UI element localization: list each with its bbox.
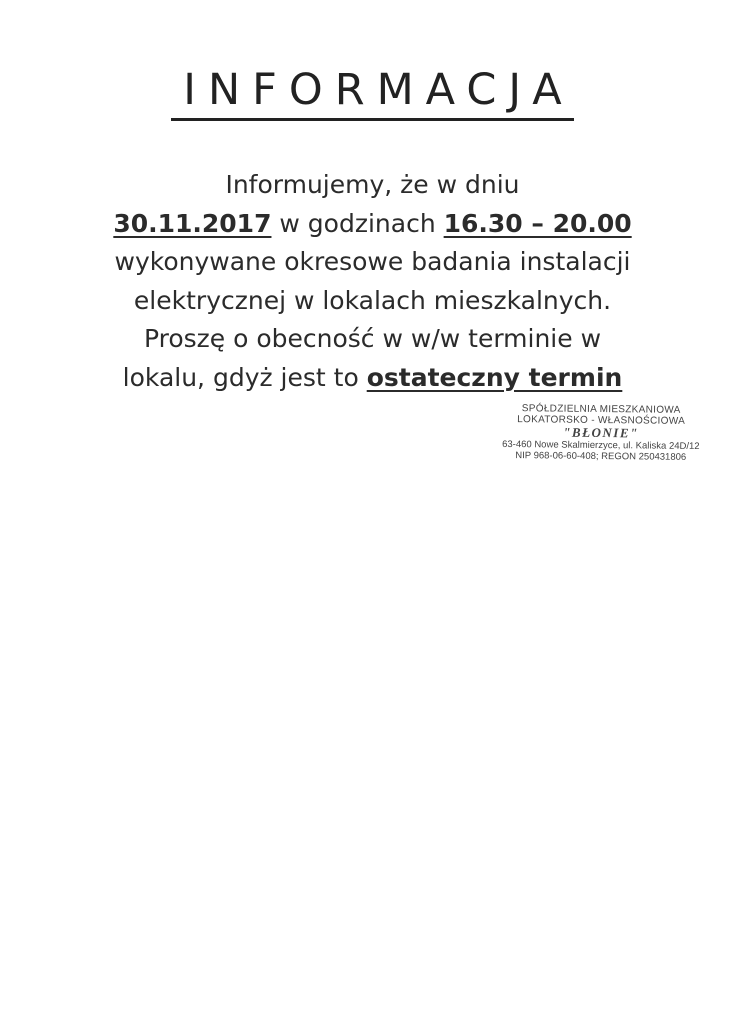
body-line-3: wykonywane okresowe badania instalacji bbox=[114, 247, 631, 276]
body-line-6-start: lokalu, gdyż jest to bbox=[122, 362, 367, 392]
cooperative-stamp bbox=[496, 403, 707, 463]
body-line-1: Informujemy, że w dniu bbox=[225, 170, 520, 199]
stamp-line-1: SPÓŁDZIELNIA MIESZKANIOWA bbox=[521, 403, 681, 416]
stamp-line-2: LOKATORSKO - WŁASNOŚCIOWA bbox=[517, 414, 686, 427]
final-deadline-phrase: ostateczny termin bbox=[366, 362, 623, 392]
stamp-tax-ids: NIP 968-06-60-408; REGON 250431806 bbox=[515, 450, 687, 463]
stamp-cooperative-name: "BŁONIE" bbox=[563, 424, 639, 441]
notice-body bbox=[0, 166, 745, 397]
body-line-2-middle: w godzinach bbox=[271, 208, 444, 238]
body-line-6 bbox=[0, 359, 745, 398]
body-line-2 bbox=[0, 205, 745, 244]
body-line-4: elektrycznej w lokalach mieszkalnych. bbox=[133, 285, 612, 315]
title-text: INFORMACJA bbox=[171, 64, 573, 121]
inspection-date: 30.11.2017 bbox=[113, 208, 272, 238]
document-title bbox=[0, 64, 745, 121]
stamp-address: 63-460 Nowe Skalmierzyce, ul. Kaliska 24D/12 bbox=[502, 438, 700, 453]
inspection-hours: 16.30 – 20.00 bbox=[443, 208, 632, 238]
body-line-5: Proszę o obecność w w/w terminie w bbox=[143, 324, 602, 353]
